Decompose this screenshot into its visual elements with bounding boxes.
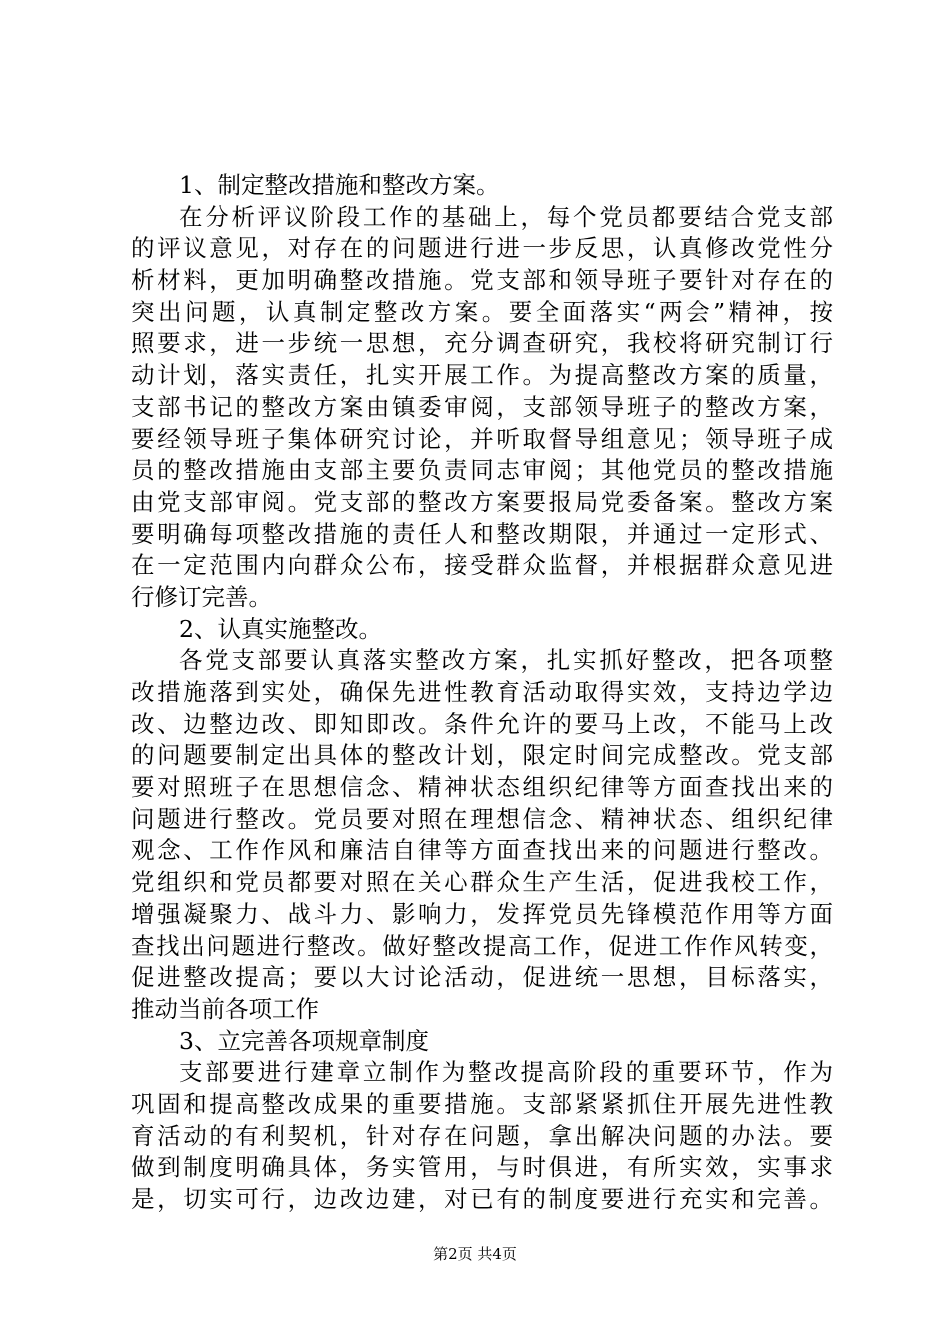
page-number-footer: 第2页 共4页	[433, 1245, 517, 1263]
paragraph-line: 育活动的有利契机，针对存在问题，拿出解决问题的办法。要	[131, 1121, 833, 1150]
paragraph-line: 突出问题，认真制定整改方案。要全面落实“两会”精神，按	[131, 297, 833, 326]
paragraph-line: 促进整改提高；要以大讨论活动，促进统一思想，目标落实，	[131, 963, 833, 992]
paragraph-line: 是，切实可行，边改边建，对已有的制度要进行充实和完善。	[131, 1185, 833, 1213]
paragraph-line: 改、边整边改、即知即改。条件允许的要马上改，不能马上改	[131, 709, 833, 738]
heading-1: 1、制定整改措施和整改方案。	[179, 171, 500, 199]
paragraph-line: 问题进行整改。党员要对照在理想信念、精神状态、组织纪律	[131, 804, 833, 833]
document-body	[131, 170, 841, 1216]
paragraph-line: 的评议意见，对存在的问题进行进一步反思，认真修改党性分	[131, 234, 833, 263]
heading-2: 2、认真实施整改。	[179, 614, 382, 643]
paragraph-line: 要明确每项整改措施的责任人和整改期限，并通过一定形式、	[131, 519, 833, 548]
paragraph-line: 要经领导班子集体研究讨论，并听取督导组意见；领导班子成	[131, 424, 833, 453]
paragraph-line: 改措施落到实处，确保先进性教育活动取得实效，支持边学边	[131, 678, 833, 706]
paragraph-line: 在一定范围内向群众公布，接受群众监督，并根据群众意见进	[131, 551, 833, 580]
paragraph-line: 要对照班子在思想信念、精神状态组织纪律等方面查找出来的	[131, 773, 833, 802]
paragraph-line: 各党支部要认真落实整改方案，扎实抓好整改，把各项整	[179, 646, 833, 675]
paragraph-line: 行修订完善。	[131, 582, 272, 611]
paragraph-line: 动计划，落实责任，扎实开展工作。为提高整改方案的质量，	[131, 361, 833, 390]
paragraph-line: 推动当前各项工作	[131, 994, 319, 1023]
heading-3: 3、立完善各项规章制度	[179, 1026, 429, 1055]
paragraph-line: 在分析评议阶段工作的基础上，每个党员都要结合党支部	[179, 202, 833, 231]
paragraph-line: 支部书记的整改方案由镇委审阅，支部领导班子的整改方案，	[131, 392, 833, 421]
paragraph-line: 的问题要制定出具体的整改计划，限定时间完成整改。党支部	[131, 741, 833, 770]
paragraph-line: 巩固和提高整改成果的重要措施。支部紧紧抓住开展先进性教	[131, 1089, 833, 1118]
paragraph-line: 员的整改措施由支部主要负责同志审阅；其他党员的整改措施	[131, 456, 833, 485]
paragraph-line: 增强凝聚力、战斗力、影响力，发挥党员先锋模范作用等方面	[131, 899, 833, 928]
paragraph-line: 党组织和党员都要对照在关心群众生产生活，促进我校工作，	[131, 868, 833, 897]
paragraph-line: 做到制度明确具体，务实管用，与时俱进，有所实效，实事求	[131, 1153, 833, 1182]
paragraph-line: 查找出问题进行整改。做好整改提高工作，促进工作作风转变，	[131, 931, 833, 960]
paragraph-line: 照要求，进一步统一思想，充分调查研究，我校将研究制订行	[131, 329, 833, 358]
paragraph-line: 观念、工作作风和廉洁自律等方面查找出来的问题进行整改。	[131, 836, 833, 865]
paragraph-line: 由党支部审阅。党支部的整改方案要报局党委备案。整改方案	[131, 487, 833, 516]
paragraph-line: 支部要进行建章立制作为整改提高阶段的重要环节，作为	[179, 1058, 833, 1087]
paragraph-line: 析材料，更加明确整改措施。党支部和领导班子要针对存在的	[131, 266, 833, 295]
